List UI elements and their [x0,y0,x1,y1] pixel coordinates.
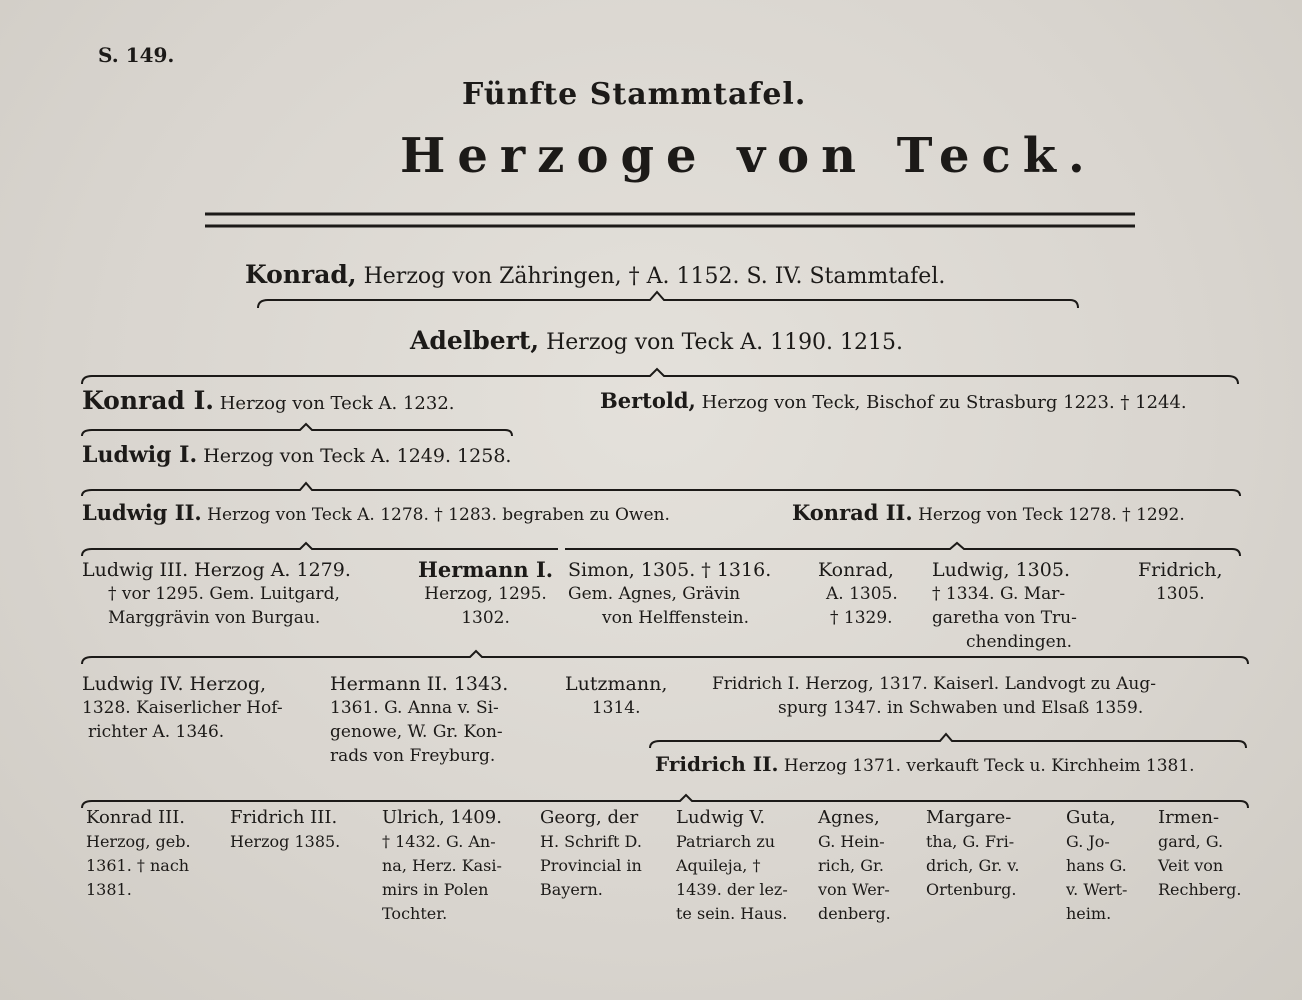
gen8-entry [1066,806,1127,926]
entry-line: Margare- [926,807,1012,828]
gen2-text: Herzog von Teck A. 1232. [219,393,455,414]
gen2-name: Konrad I. [82,386,214,415]
entry-line: Rechberg. [1158,880,1242,899]
entry-line: von Wer- [818,880,890,899]
entry-line: Herzog 1385. [230,832,341,851]
page-reference: S. 149. [98,43,175,67]
entry-line: chendingen. [966,632,1073,652]
entry-line: 1328. Kaiserlicher Hof- [82,698,283,718]
entry-line: Konrad, [818,559,894,581]
gen4-name: Konrad II. [792,500,913,525]
entry-line: † 1334. G. Mar- [932,584,1066,604]
gen8-entry [86,806,191,902]
gen8-entry [926,806,1020,902]
gen1-entry [410,328,903,354]
entry-line: 1305. [1155,584,1205,604]
entry-line: Ludwig, 1305. [932,559,1070,581]
gen7-entry [655,754,1195,775]
page-title: Herzoge von Teck. [400,128,1097,184]
gen2-entry [82,388,455,413]
entry-line: Lutzmann, [565,673,668,695]
entry-line: G. Hein- [818,832,885,851]
gen2-text: Herzog von Teck, Bischof zu Strasburg 1223. † 1244. [701,392,1187,413]
entry-line: heim. [1066,904,1112,923]
entry-line: Herzog, 1295. [424,584,547,604]
gen3-entry [82,444,511,466]
entry-line: Ludwig V. [676,807,766,828]
entry-line: 1302. [461,608,510,628]
gen3-text: Herzog von Teck A. 1249. 1258. [203,445,512,467]
entry-line: von Helffenstein. [602,608,750,628]
entry-line: Bayern. [540,880,603,899]
entry-line: Veit von [1158,856,1224,875]
gen0-name: Konrad, [245,260,357,289]
entry-line: † 1329. [830,608,893,628]
gen5-entry [82,558,351,630]
entry-line: Gem. Agnes, Grävin [568,584,741,604]
gen8-entry [818,806,891,926]
entry-line: rich, Gr. [818,856,884,875]
entry-line: 1361. † nach [86,856,190,875]
entry-line: † vor 1295. Gem. Luitgard, [108,584,340,604]
gen0-text: Herzog von Zähringen, † A. 1152. S. IV. Stammtafel. [363,264,946,289]
entry-line: 1361. G. Anna v. Si- [330,698,499,718]
entry-line: drich, Gr. v. [926,856,1020,875]
gen8-entry [230,806,340,854]
gen2-entry [600,390,1187,412]
entry-line: hans G. [1066,856,1127,875]
entry-line: na, Herz. Kasi- [382,856,502,875]
gen5-entry [818,558,898,630]
entry-line: genowe, W. Gr. Kon- [330,722,503,742]
entry-line: G. Jo- [1066,832,1110,851]
entry-line: Fridrich I. Herzog, 1317. Kaiserl. Landvogt zu Aug- [712,674,1156,694]
entry-line: Georg, der [540,807,639,828]
gen4-entry [82,502,670,524]
gen3-name: Ludwig I. [82,442,198,468]
entry-line: gard, G. [1158,832,1224,851]
gen6-entry [565,672,667,720]
entry-line: v. Wert- [1066,880,1128,899]
entry-line: Guta, [1066,807,1116,828]
entry-line: Marggrävin von Burgau. [108,608,321,628]
entry-line: Agnes, [818,807,880,828]
gen0-entry [245,262,945,288]
entry-line: denberg. [818,904,891,923]
entry-line: Herzog, geb. [86,832,191,851]
entry-line: Hermann I. [418,557,554,582]
gen8-entry [1158,806,1241,902]
gen1-text: Herzog von Teck A. 1190. 1215. [546,330,904,355]
gen4-text: Herzog von Teck 1278. † 1292. [918,505,1185,525]
gen7-name: Fridrich II. [655,752,779,776]
entry-line: Provincial in [540,856,642,875]
entry-line: rads von Freyburg. [330,746,496,766]
entry-line: Hermann II. 1343. [330,673,509,695]
entry-line: spurg 1347. in Schwaben und Elsaß 1359. [778,698,1144,718]
gen6-entry [82,672,283,744]
entry-line: 1314. [591,698,641,718]
gen4-entry [792,502,1185,524]
entry-line: Tochter. [382,904,448,923]
entry-line: Konrad III. [86,807,186,828]
gen4-name: Ludwig II. [82,500,202,525]
gen8-entry [382,806,502,926]
table-heading: Fünfte Stammtafel. [462,77,807,112]
entry-line: A. 1305. [826,584,898,604]
gen5-entry [568,558,771,630]
entry-line: Ulrich, 1409. [382,807,502,828]
entry-line: Irmen- [1158,807,1220,828]
gen4-text: Herzog von Teck A. 1278. † 1283. begraben zu Owen. [207,505,670,525]
gen6-entry [330,672,508,768]
entry-line: mirs in Polen [382,880,489,899]
entry-line: Aquileja, † [676,856,761,875]
gen1-name: Adelbert, [410,326,540,355]
entry-line: tha, G. Fri- [926,832,1015,851]
gen8-entry [540,806,642,902]
entry-line: 1439. der lez- [676,880,788,899]
gen5-entry [418,558,553,630]
entry-line: garetha von Tru- [932,608,1077,628]
entry-line: H. Schrift D. [540,832,642,851]
gen7-text: Herzog 1371. verkauft Teck u. Kirchheim 1381. [783,756,1195,776]
entry-line: 1381. [86,880,132,899]
entry-line: Ludwig IV. Herzog, [82,673,267,695]
entry-line: Simon, 1305. † 1316. [568,559,772,581]
gen8-entry [676,806,788,926]
entry-line: † 1432. G. An- [382,832,496,851]
gen2-name: Bertold, [600,388,696,413]
entry-line: te sein. Haus. [676,904,788,923]
gen5-entry [1138,558,1223,606]
entry-line: Fridrich III. [230,807,338,828]
entry-line: Fridrich, [1138,559,1223,581]
gen6-entry [712,672,1156,720]
entry-line: Ludwig III. Herzog A. 1279. [82,559,351,581]
entry-line: Ortenburg. [926,880,1017,899]
gen5-entry [932,558,1077,654]
entry-line: Patriarch zu [676,832,776,851]
entry-line: richter A. 1346. [88,722,225,742]
